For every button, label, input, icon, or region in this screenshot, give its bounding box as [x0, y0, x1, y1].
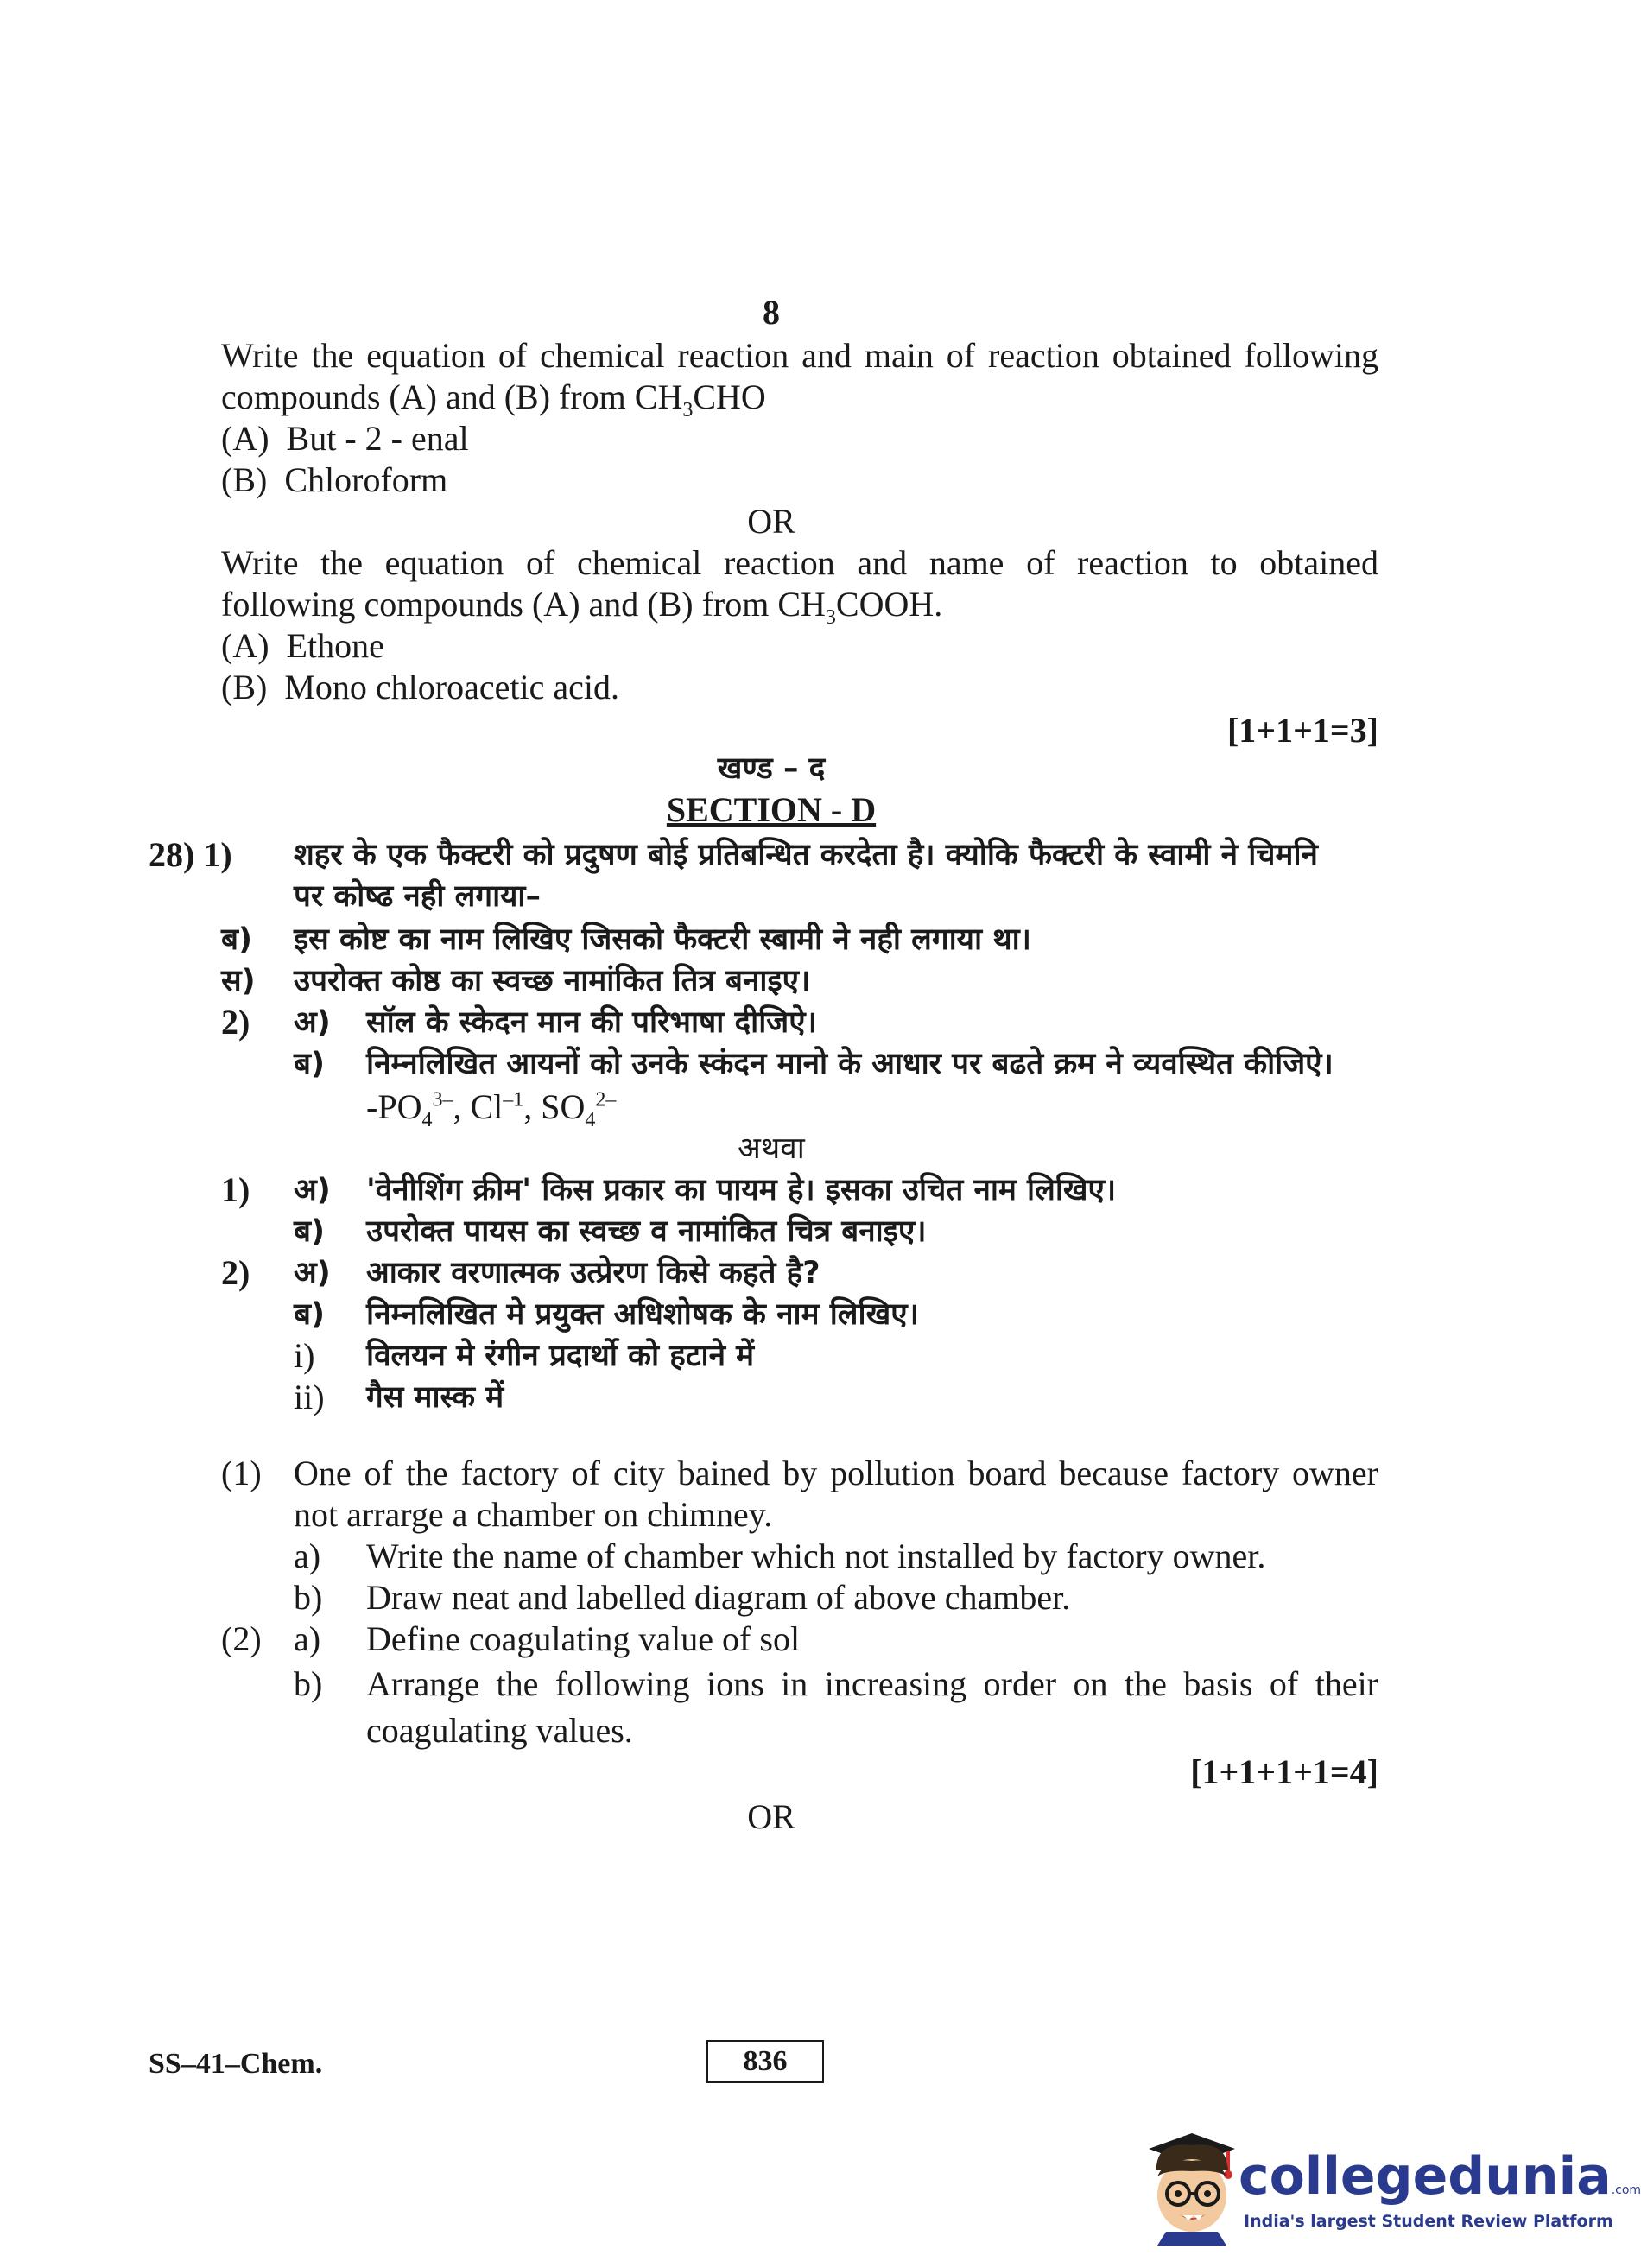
q28-hi-b-label: ब)	[221, 922, 252, 957]
q28-en1a-label: a)	[294, 1536, 321, 1575]
q27-option-a: (A) But - 2 - enal	[221, 419, 469, 458]
paper-code: SS–41–Chem.	[149, 2048, 323, 2080]
q28-hi-2b-label: ब)	[294, 1047, 325, 1081]
q28-en2-label: (2)	[221, 1619, 262, 1658]
q28-en1b-label: b)	[294, 1578, 323, 1617]
q28-alt2i-text: विलयन मे रंगीन प्रदार्थो को हटाने में	[366, 1339, 755, 1373]
q28-hi-2b-text: निम्नलिखित आयनों को उनके स्कंदन मानो के आधार पर बढते क्रम ने व्यवस्थित कीजिऐ।	[366, 1047, 1334, 1081]
q28-en2b-line1: Arrange the following ions in increasing order on the basis of their	[366, 1664, 1378, 1703]
q27-intro-line2: compounds (A) and (B) from $CH_3CHO$	[221, 377, 766, 421]
q27-marks: [1+1+1=3]	[1226, 711, 1378, 750]
q28-hi-2a-label: अ)	[294, 1005, 331, 1040]
section-title: SECTION - D	[666, 790, 877, 829]
q28-hi-s-text: उपरोक्त कोष्ठ का स्वच्छ नामांकित तित्र बनाइए।	[294, 964, 811, 998]
q27-or: OR	[747, 502, 795, 541]
q28-en1a-text: Write the name of chamber which not installed by factory owner.	[366, 1536, 1266, 1575]
q27-intro-line1: Write the equation of chemical reaction and main of reaction obtained following	[221, 336, 1378, 375]
q28-alt1b-label: ब)	[294, 1214, 325, 1249]
q28-hi-s-label: स)	[221, 964, 256, 998]
q27-alt-option-a: (A) Ethone	[221, 626, 384, 665]
q28-hi-b-text: इस कोष्ट का नाम लिखिए जिसको फैक्टरी स्बामी ने नही लगाया था।	[294, 922, 1031, 957]
q28-ions-list: $-PO_4^{3-}$, $Cl^{-1}$, $SO_4^{2-}$	[366, 1087, 617, 1131]
q28-en2b-label: b)	[294, 1664, 323, 1703]
q28-hi-or: अथवा	[738, 1131, 805, 1166]
q27-alt-line2: following compounds (A) and (B) from $CH_3COOH$.	[221, 585, 943, 629]
q28-hi-line2: पर कोष्ढ नही लगाया–	[294, 879, 542, 914]
brand-name: collegedunia.com	[1239, 2146, 1641, 2207]
brand-logo	[1131, 2116, 1641, 2254]
q28-alt2i-label: i)	[294, 1336, 315, 1375]
q28-en1-line2: not arrarge a chamber on chimney.	[294, 1495, 773, 1534]
q28-en1-label: (1)	[221, 1454, 262, 1492]
q28-en1b-text: Draw neat and labelled diagram of above chamber.	[366, 1578, 1071, 1617]
q28-or: OR	[747, 1797, 795, 1836]
q28-alt2b-label: ब)	[294, 1297, 325, 1332]
q28-en2b-line2: coagulating values.	[366, 1711, 633, 1750]
q27-alt-line1: Write the equation of chemical reaction and name of reaction to obtained	[221, 543, 1378, 582]
q28-hi-2-label: 2)	[221, 1003, 250, 1042]
q28-alt2a-text: आकार वरणात्मक उत्प्रेरण किसे कहते है?	[366, 1256, 820, 1290]
q28-hi-line1: शहर के एक फैक्टरी को प्रदुषण बोई प्रतिबन्धित करदेता है। क्योकि फैक्टरी के स्वामी ने चिमनि	[294, 838, 1318, 872]
q28-alt2ii-label: ii)	[294, 1378, 325, 1416]
q28-alt1-label: 1)	[221, 1170, 250, 1209]
q27-option-b: (B) Chloroform	[221, 460, 448, 499]
q28-hi-2a-text: सॉल के स्केदन मान की परिभाषा दीजिऐ।	[366, 1005, 817, 1040]
q28-alt2ii-text: गैस मास्क में	[366, 1380, 504, 1415]
q28-alt2-label: 2)	[221, 1253, 250, 1292]
brand-tagline: India's largest Student Review Platform	[1244, 2212, 1613, 2231]
section-hindi-title: खण्ड – द	[717, 751, 826, 786]
q28-alt1b-text: उपरोक्त पायस का स्वच्छ व नामांकित चित्र बनाइए।	[366, 1214, 927, 1249]
q28-alt2a-label: अ)	[294, 1256, 331, 1290]
q27-alt-option-b: (B) Mono chloroacetic acid.	[221, 668, 619, 706]
q28-alt1a-label: अ)	[294, 1173, 331, 1207]
q28-number: 28) 1)	[149, 835, 232, 874]
q28-en1-line1: One of the factory of city bained by pollution board because factory owner	[294, 1454, 1378, 1492]
mascot-icon	[1131, 2116, 1244, 2246]
q28-alt1a-text: 'वेनीशिंग क्रीम' किस प्रकार का पायम हे। इसका उचित नाम लिखिए।	[366, 1173, 1117, 1207]
q28-marks: [1+1+1+1=4]	[1190, 1752, 1378, 1791]
page-number-box: 836	[706, 2040, 824, 2083]
q28-alt2b-text: निम्नलिखित मे प्रयुक्त अधिशोषक के नाम लिखिए।	[366, 1297, 919, 1332]
q28-en2a-text: Define coagulating value of sol	[366, 1619, 801, 1658]
q28-en2a-label: a)	[294, 1619, 321, 1658]
page-number-top: 8	[763, 293, 780, 332]
